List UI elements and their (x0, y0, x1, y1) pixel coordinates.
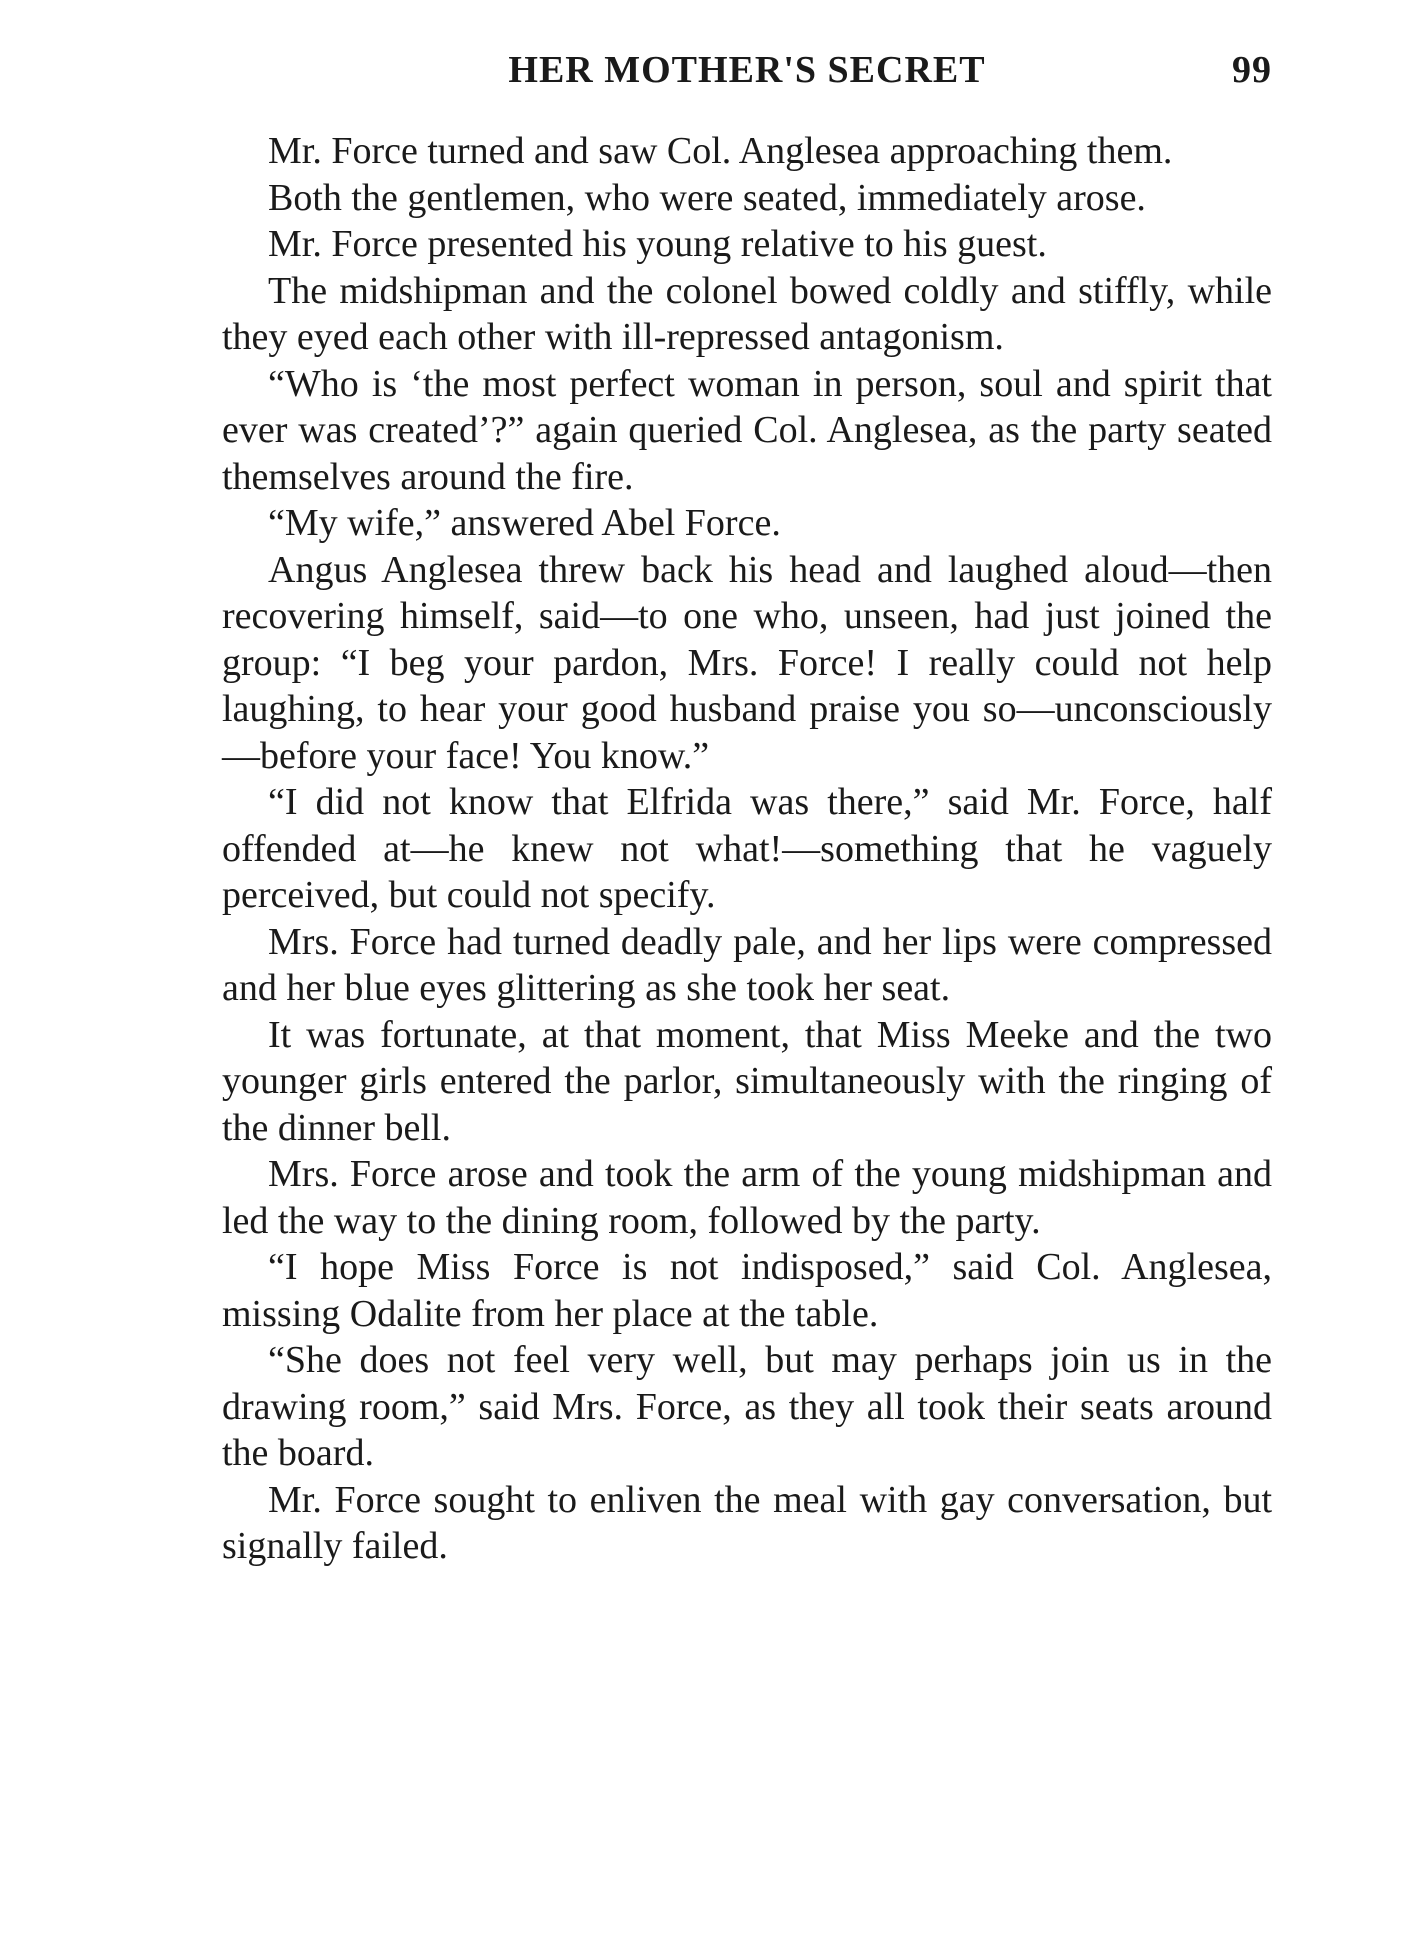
paragraph: “I hope Miss Force is not indisposed,” said Col. Anglesea, missing Odalite from her place at the table. (222, 1246, 1272, 1335)
paragraph: Both the gentlemen, who were seated, immediately arose. (268, 176, 1146, 219)
paragraph: Mrs. Force arose and took the arm of the young midshipman and led the way to the dining room, followed by the party. (222, 1153, 1272, 1242)
book-page (222, 48, 1272, 1570)
paragraph: Mr. Force turned and saw Col. Anglesea approaching them. (268, 130, 1173, 172)
paragraph: “Who is ‘the most perfect woman in person, soul and spirit that ever was created’?” again queried Col. Anglesea, as the party seated themselves around the fire. (222, 362, 1272, 498)
running-title: HER MOTHER'S SECRET (508, 49, 986, 91)
paragraph: Mrs. Force had turned deadly pale, and her lips were compressed and her blue eyes glittering as she took her seat. (222, 920, 1272, 1009)
paragraph: It was fortunate, at that moment, that Miss Meeke and the two younger girls entered the parlor, simultaneously with the ringing of the dinner bell. (222, 1013, 1272, 1149)
paragraph: The midshipman and the colonel bowed coldly and stiffly, while they eyed each other with ill-repressed antagonism. (222, 269, 1272, 358)
page-number: 99 (1232, 49, 1272, 91)
paragraph: Mr. Force sought to enliven the meal with gay conversation, but signally failed. (222, 1478, 1272, 1567)
running-header (222, 48, 1272, 106)
paragraph: “She does not feel very well, but may perhaps join us in the drawing room,” said Mrs. Force, as they all took their seats around the board. (222, 1339, 1272, 1474)
paragraph: Angus Anglesea threw back his head and laughed aloud—then recovering himself, said—to one who, unseen, had just joined the group: “I beg your pardon, Mrs. Force! I really could not help laughing, to hear your good husband praise you so—unconsciously—before your face! You know.” (222, 548, 1272, 777)
paragraph: “My wife,” answered Abel Force. (268, 502, 781, 544)
body-text (222, 128, 1272, 1570)
paragraph: Mr. Force presented his young relative to his guest. (268, 223, 1047, 265)
paragraph: “I did not know that Elfrida was there,” said Mr. Force, half offended at—he knew not what!—something that he vaguely perceived, but could not specify. (222, 781, 1272, 916)
